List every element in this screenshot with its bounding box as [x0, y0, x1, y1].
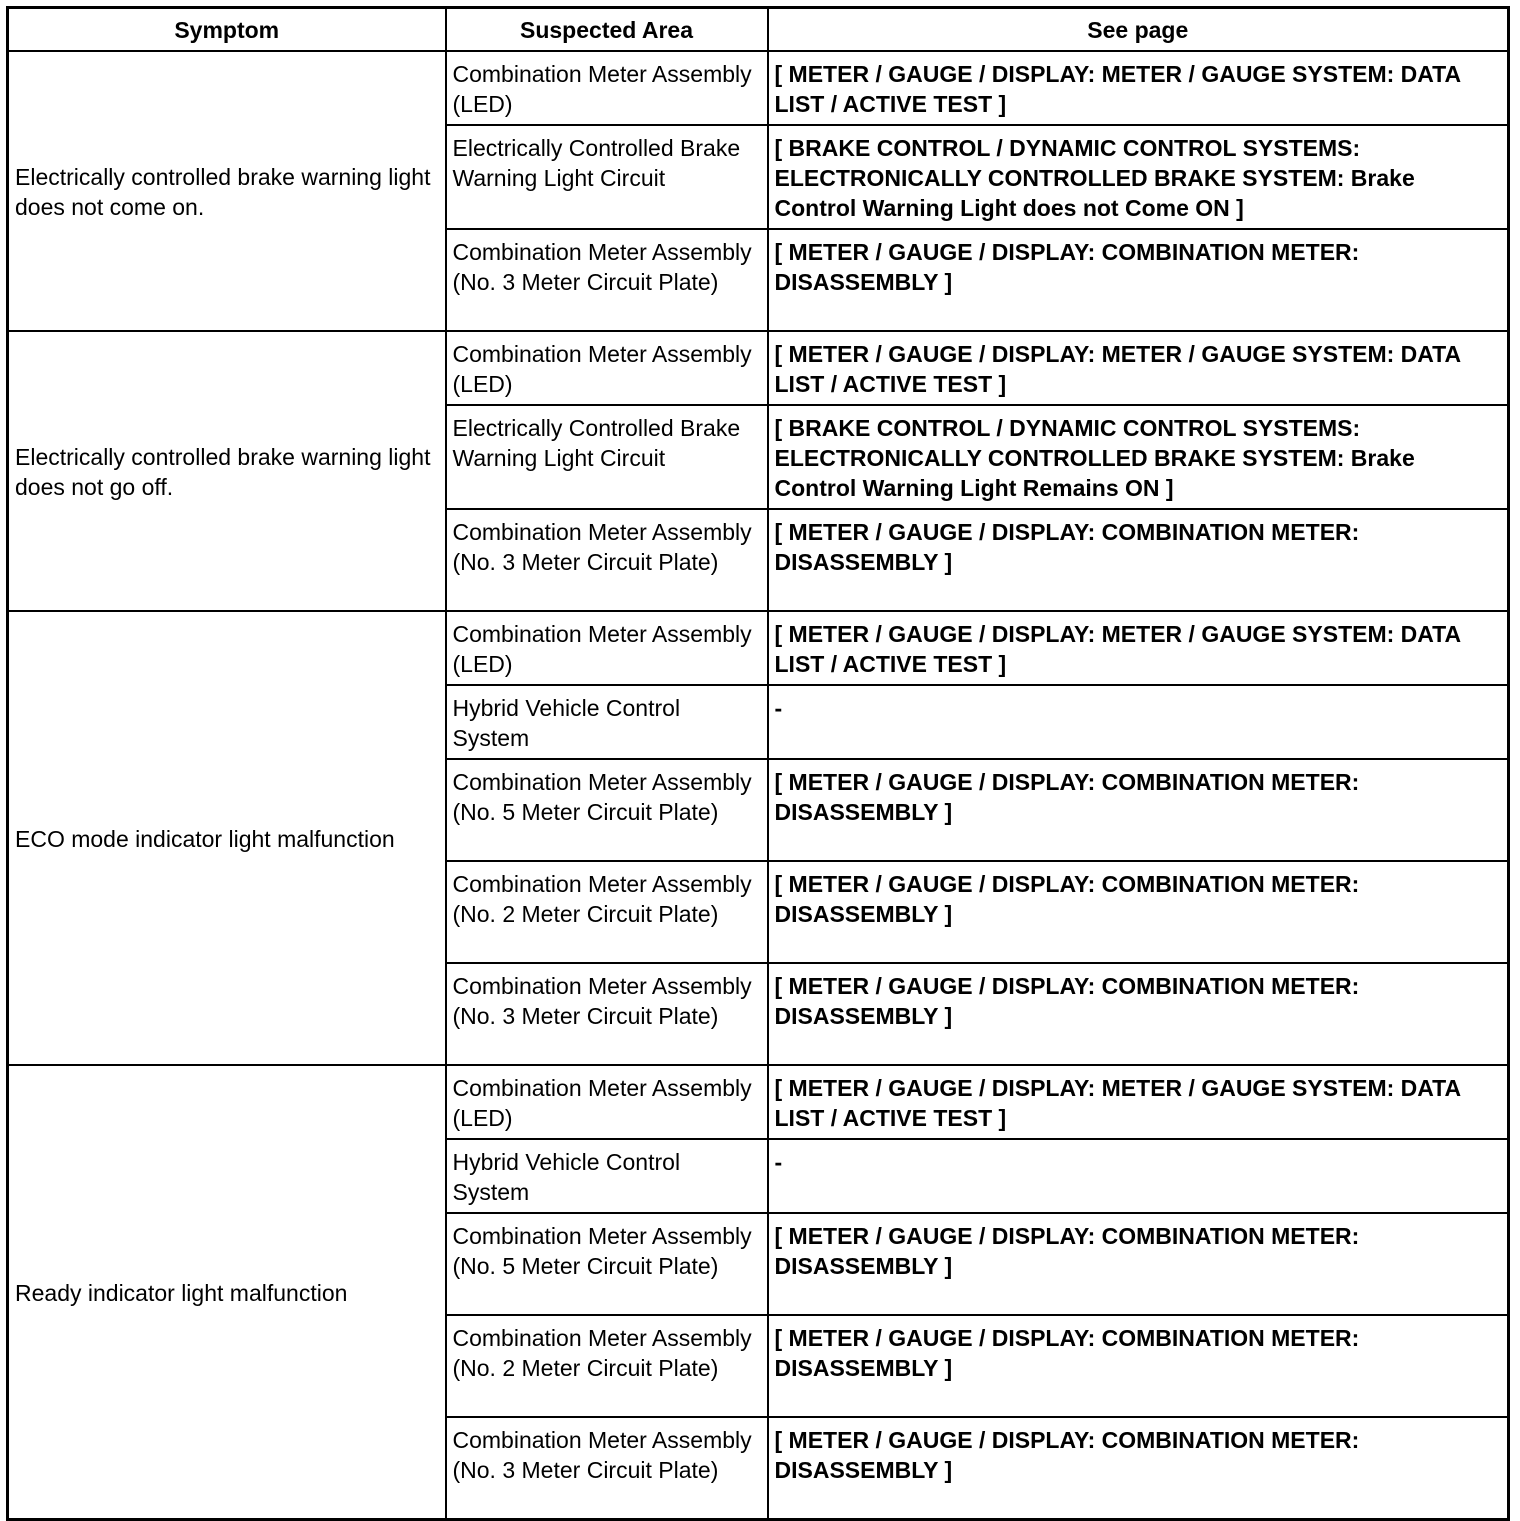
suspected-area-cell: Combination Meter Assembly (No. 3 Meter Circuit Plate) — [446, 1417, 768, 1519]
suspected-area-cell: Hybrid Vehicle Control System — [446, 685, 768, 759]
header-see-page: See page — [768, 8, 1509, 52]
see-page-cell: [ BRAKE CONTROL / DYNAMIC CONTROL SYSTEMS: ELECTRONICALLY CONTROLLED BRAKE SYSTEM: Brake Control Warning Light Remains ON ] — [768, 405, 1509, 509]
table-row — [8, 1065, 1509, 1139]
see-page-cell: [ METER / GAUGE / DISPLAY: METER / GAUGE SYSTEM: DATA LIST / ACTIVE TEST ] — [768, 611, 1509, 685]
see-page-cell: - — [768, 1139, 1509, 1213]
suspected-area-cell: Electrically Controlled Brake Warning Light Circuit — [446, 405, 768, 509]
see-page-cell: [ METER / GAUGE / DISPLAY: COMBINATION METER: DISASSEMBLY ] — [768, 1315, 1509, 1417]
see-page-cell: [ METER / GAUGE / DISPLAY: METER / GAUGE SYSTEM: DATA LIST / ACTIVE TEST ] — [768, 51, 1509, 125]
see-page-cell: [ METER / GAUGE / DISPLAY: COMBINATION METER: DISASSEMBLY ] — [768, 963, 1509, 1065]
see-page-cell: - — [768, 685, 1509, 759]
symptom-cell: Electrically controlled brake warning light does not come on. — [8, 51, 446, 331]
table-row — [8, 331, 1509, 405]
see-page-cell: [ METER / GAUGE / DISPLAY: COMBINATION METER: DISASSEMBLY ] — [768, 509, 1509, 611]
suspected-area-cell: Electrically Controlled Brake Warning Light Circuit — [446, 125, 768, 229]
suspected-area-cell: Combination Meter Assembly (LED) — [446, 331, 768, 405]
suspected-area-cell: Combination Meter Assembly (No. 3 Meter Circuit Plate) — [446, 229, 768, 331]
symptom-cell: ECO mode indicator light malfunction — [8, 611, 446, 1065]
see-page-cell: [ METER / GAUGE / DISPLAY: COMBINATION METER: DISASSEMBLY ] — [768, 861, 1509, 963]
troubleshooting-table — [6, 6, 1510, 1521]
header-symptom: Symptom — [8, 8, 446, 52]
see-page-cell: [ METER / GAUGE / DISPLAY: COMBINATION METER: DISASSEMBLY ] — [768, 1213, 1509, 1315]
see-page-cell: [ METER / GAUGE / DISPLAY: METER / GAUGE SYSTEM: DATA LIST / ACTIVE TEST ] — [768, 331, 1509, 405]
see-page-cell: [ METER / GAUGE / DISPLAY: COMBINATION METER: DISASSEMBLY ] — [768, 1417, 1509, 1519]
table-row — [8, 51, 1509, 125]
suspected-area-cell: Combination Meter Assembly (No. 3 Meter Circuit Plate) — [446, 963, 768, 1065]
symptom-cell: Ready indicator light malfunction — [8, 1065, 446, 1519]
suspected-area-cell: Combination Meter Assembly (No. 2 Meter Circuit Plate) — [446, 861, 768, 963]
see-page-cell: [ BRAKE CONTROL / DYNAMIC CONTROL SYSTEMS: ELECTRONICALLY CONTROLLED BRAKE SYSTEM: Brake Control Warning Light does not Come ON ] — [768, 125, 1509, 229]
see-page-cell: [ METER / GAUGE / DISPLAY: METER / GAUGE SYSTEM: DATA LIST / ACTIVE TEST ] — [768, 1065, 1509, 1139]
suspected-area-cell: Combination Meter Assembly (LED) — [446, 51, 768, 125]
symptom-cell: Electrically controlled brake warning light does not go off. — [8, 331, 446, 611]
see-page-cell: [ METER / GAUGE / DISPLAY: COMBINATION METER: DISASSEMBLY ] — [768, 229, 1509, 331]
suspected-area-cell: Combination Meter Assembly (LED) — [446, 1065, 768, 1139]
suspected-area-cell: Combination Meter Assembly (LED) — [446, 611, 768, 685]
table-row — [8, 611, 1509, 685]
header-row — [8, 8, 1509, 52]
header-suspected-area: Suspected Area — [446, 8, 768, 52]
suspected-area-cell: Combination Meter Assembly (No. 5 Meter Circuit Plate) — [446, 1213, 768, 1315]
suspected-area-cell: Hybrid Vehicle Control System — [446, 1139, 768, 1213]
suspected-area-cell: Combination Meter Assembly (No. 2 Meter Circuit Plate) — [446, 1315, 768, 1417]
suspected-area-cell: Combination Meter Assembly (No. 5 Meter Circuit Plate) — [446, 759, 768, 861]
suspected-area-cell: Combination Meter Assembly (No. 3 Meter Circuit Plate) — [446, 509, 768, 611]
see-page-cell: [ METER / GAUGE / DISPLAY: COMBINATION METER: DISASSEMBLY ] — [768, 759, 1509, 861]
